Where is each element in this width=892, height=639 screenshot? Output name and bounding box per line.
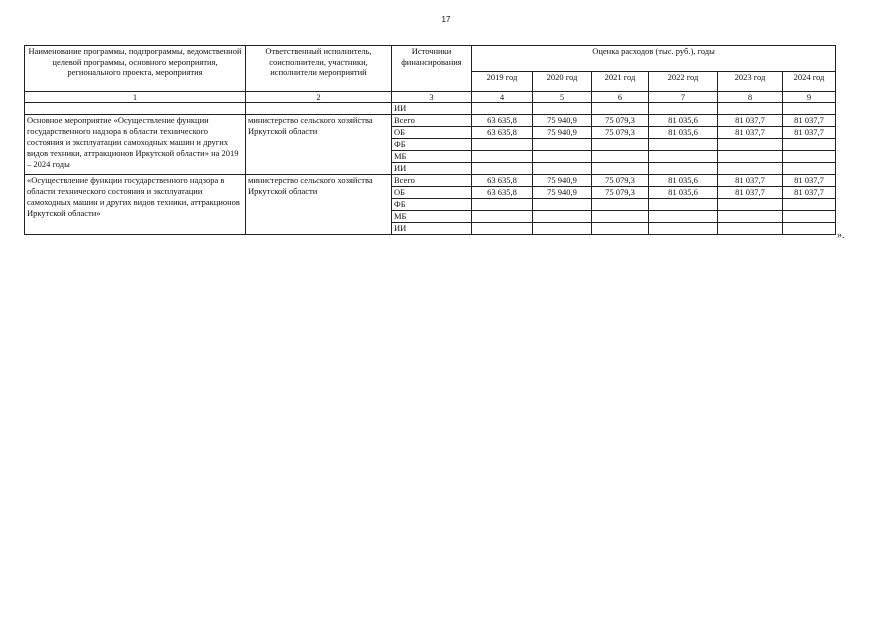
- amount-cell: [649, 223, 718, 235]
- program-name-cell: «Осуществление функции государственного надзора в области технического состояния и эксплуатации самоходных машин и других видов техники, аттракционов Иркутской области»: [25, 175, 246, 235]
- amount-cell: 63 635,8: [472, 127, 533, 139]
- amount-cell: [472, 223, 533, 235]
- amount-cell: [533, 151, 592, 163]
- amount-cell: 75 079,3: [592, 115, 649, 127]
- amount-cell: 81 035,6: [649, 175, 718, 187]
- amount-cell: 75 079,3: [592, 127, 649, 139]
- table-row: [25, 103, 836, 115]
- amount-cell: 81 037,7: [783, 175, 836, 187]
- amount-cell: [649, 163, 718, 175]
- amount-cell: [783, 211, 836, 223]
- funding-source: ИИ: [392, 223, 472, 235]
- amount-cell: [592, 199, 649, 211]
- amount-cell: [718, 211, 783, 223]
- header-sources-column: Источники финансирования: [392, 46, 472, 92]
- closing-quote-mark: ».: [837, 230, 845, 241]
- column-number: 7: [649, 92, 718, 103]
- column-number: 3: [392, 92, 472, 103]
- amount-cell: [649, 139, 718, 151]
- responsible-cell: министерство сельского хозяйства Иркутской области: [246, 115, 392, 175]
- amount-cell: [649, 151, 718, 163]
- funding-source: Всего: [392, 115, 472, 127]
- amount-cell: 75 940,9: [533, 127, 592, 139]
- column-number: 9: [783, 92, 836, 103]
- responsible-cell: министерство сельского хозяйства Иркутской области: [246, 175, 392, 235]
- amount-cell: [533, 163, 592, 175]
- amount-cell: 81 037,7: [718, 127, 783, 139]
- amount-cell: [649, 199, 718, 211]
- funding-source: ОБ: [392, 127, 472, 139]
- amount-cell: 81 037,7: [718, 175, 783, 187]
- amount-cell: [718, 151, 783, 163]
- amount-cell: [783, 163, 836, 175]
- header-name-column: Наименование программы, подпрограммы, ведомственной целевой программы, основного мероприятия, регионального проекта, мероприятия: [25, 46, 246, 92]
- column-number: 6: [592, 92, 649, 103]
- amount-cell: 81 037,7: [783, 187, 836, 199]
- amount-cell: [783, 223, 836, 235]
- program-name-cell: Основное мероприятие «Осуществление функции государственного надзора в области технического состояния и эксплуатации самоходных машин и других видов техники, аттракционов Иркутской области» на 2019 – 2024 годы: [25, 115, 246, 175]
- header-costs-group: Оценка расходов (тыс. руб.), годы: [472, 46, 836, 72]
- funding-source: ИИ: [392, 163, 472, 175]
- amount-cell: [472, 199, 533, 211]
- amount-cell: [592, 223, 649, 235]
- amount-cell: [533, 199, 592, 211]
- amount-cell: [472, 151, 533, 163]
- amount-cell: 63 635,8: [472, 175, 533, 187]
- amount-cell: 75 079,3: [592, 187, 649, 199]
- amount-cell: [783, 199, 836, 211]
- amount-cell: [472, 211, 533, 223]
- page-number: 17: [441, 15, 451, 24]
- amount-cell: 75 940,9: [533, 187, 592, 199]
- amount-cell: [592, 151, 649, 163]
- amount-cell: [592, 139, 649, 151]
- amount-cell: [472, 139, 533, 151]
- amount-cell: [592, 211, 649, 223]
- amount-cell: 63 635,8: [472, 187, 533, 199]
- funding-source: Всего: [392, 175, 472, 187]
- header-year: 2023 год: [718, 72, 783, 92]
- amount-cell: [472, 163, 533, 175]
- header-year: 2021 год: [592, 72, 649, 92]
- amount-cell: 81 035,6: [649, 115, 718, 127]
- column-number: 5: [533, 92, 592, 103]
- amount-cell: 81 035,6: [649, 127, 718, 139]
- amount-cell: [533, 139, 592, 151]
- amount-cell: [718, 223, 783, 235]
- header-year: 2020 год: [533, 72, 592, 92]
- amount-cell: [783, 151, 836, 163]
- amount-cell: [718, 139, 783, 151]
- header-year: 2024 год: [783, 72, 836, 92]
- amount-cell: [718, 163, 783, 175]
- header-responsible-column: Ответственный исполнитель, соисполнители, участники, исполнители мероприятий: [246, 46, 392, 92]
- amount-cell: [592, 163, 649, 175]
- funding-source: ФБ: [392, 199, 472, 211]
- funding-source: ФБ: [392, 139, 472, 151]
- amount-cell: 75 079,3: [592, 175, 649, 187]
- header-year: 2019 год: [472, 72, 533, 92]
- column-number: 8: [718, 92, 783, 103]
- amount-cell: 81 037,7: [718, 115, 783, 127]
- funding-source: МБ: [392, 151, 472, 163]
- amount-cell: [533, 211, 592, 223]
- amount-cell: 81 037,7: [718, 187, 783, 199]
- column-number: 1: [25, 92, 246, 103]
- amount-cell: [533, 223, 592, 235]
- column-number: 2: [246, 92, 392, 103]
- column-number: 4: [472, 92, 533, 103]
- amount-cell: 81 035,6: [649, 187, 718, 199]
- amount-cell: [718, 199, 783, 211]
- funding-source: ОБ: [392, 187, 472, 199]
- funding-source: ИИ: [392, 103, 472, 115]
- amount-cell: 75 940,9: [533, 115, 592, 127]
- amount-cell: 81 037,7: [783, 127, 836, 139]
- amount-cell: [783, 139, 836, 151]
- header-year: 2022 год: [649, 72, 718, 92]
- table-row: [25, 115, 836, 127]
- expenditure-table: [24, 45, 836, 235]
- funding-source: МБ: [392, 211, 472, 223]
- amount-cell: 81 037,7: [783, 115, 836, 127]
- amount-cell: 63 635,8: [472, 115, 533, 127]
- amount-cell: 75 940,9: [533, 175, 592, 187]
- amount-cell: [649, 211, 718, 223]
- table-row: [25, 175, 836, 187]
